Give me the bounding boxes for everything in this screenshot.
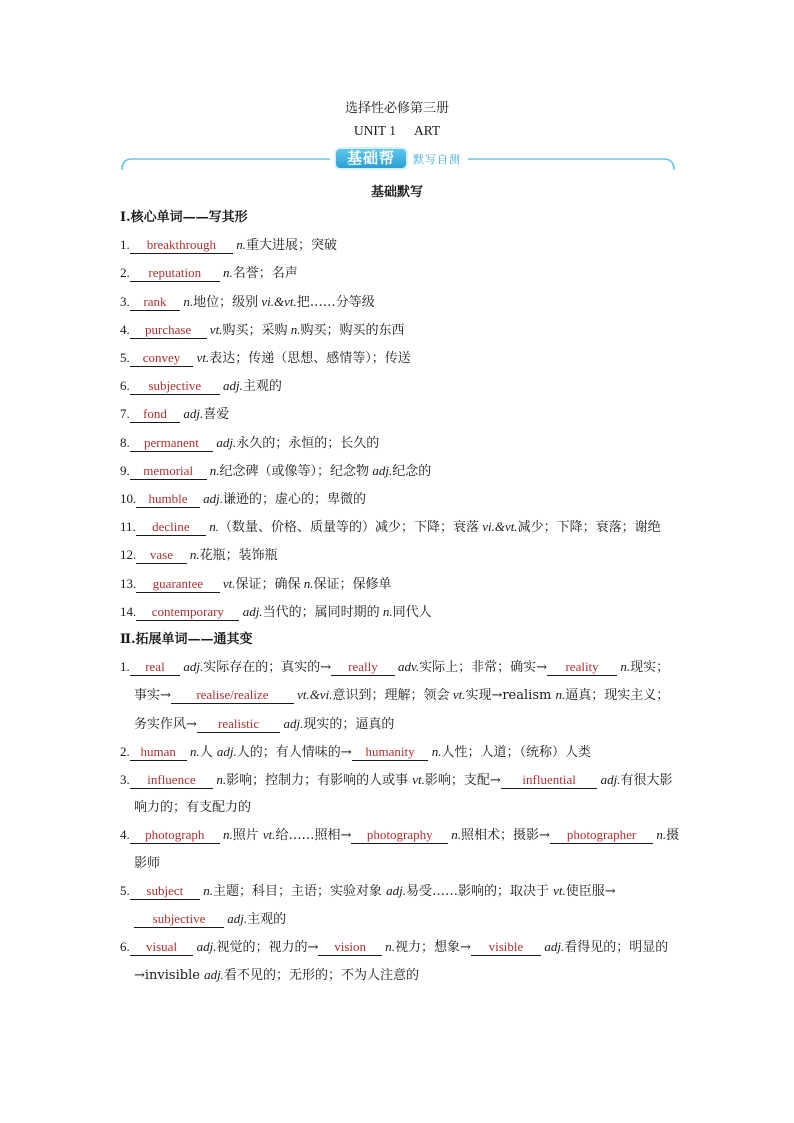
part-of-speech: adj. <box>219 378 243 394</box>
exercise-content <box>120 204 680 990</box>
definition: 花瓶；装饰瓶 <box>199 548 278 564</box>
word-family-item <box>120 738 680 766</box>
vocab-item <box>120 316 680 344</box>
part-of-speech: n. <box>205 519 219 535</box>
section-title: 基础默写 <box>370 185 423 200</box>
part-of-speech: n. <box>186 547 200 563</box>
answer-blank: visible <box>471 938 541 956</box>
part1-heading: Ⅰ.核心单词——写其形 <box>120 210 248 225</box>
part-of-speech: n. <box>617 659 631 675</box>
part-of-speech: vi.&vt. <box>478 519 518 535</box>
answer-blank: photographer <box>550 826 653 844</box>
definition: 喜爱 <box>203 407 230 423</box>
part-of-speech: adj. <box>239 603 263 619</box>
answer-blank: subject <box>130 882 200 900</box>
vocab-item <box>120 513 680 541</box>
part2-heading: Ⅱ.拓展单词——通其变 <box>120 632 253 648</box>
answer-blank: rank <box>130 293 180 311</box>
definition: 视觉的；视力的→ <box>216 940 319 956</box>
item-number: 8. <box>120 434 130 450</box>
part-of-speech: n. <box>653 827 667 843</box>
part-of-speech: n. <box>180 293 194 309</box>
answer-blank: vision <box>318 938 382 956</box>
item-number: 13. <box>120 575 137 591</box>
part-of-speech: n. <box>300 575 314 591</box>
definition: 谦逊的；虚心的；卑微的 <box>222 492 366 508</box>
definition: 使臣服→ <box>565 883 616 899</box>
definition: 照片 <box>232 828 263 844</box>
definition: 有很大影响力的；有支配力的 <box>134 773 673 816</box>
item-number: 5. <box>120 882 130 898</box>
answer-blank: permanent <box>130 434 213 452</box>
word-family-item <box>120 877 680 933</box>
answer-blank: realise/realize <box>171 686 294 704</box>
part-of-speech: n. <box>287 321 301 337</box>
part-of-speech: adj. <box>280 715 304 731</box>
definition: 视力；想象→ <box>394 940 471 956</box>
answer-blank: really <box>331 658 395 676</box>
part-of-speech: vt. <box>262 827 276 843</box>
definition: 现实；事实→ <box>134 660 670 704</box>
definition: 实际存在的；真实的→ <box>203 660 332 676</box>
part-of-speech: adv. <box>394 659 420 675</box>
answer-blank: purchase <box>130 321 207 339</box>
part-of-speech: n. <box>232 237 246 253</box>
item-number: 11. <box>120 519 136 535</box>
item-number: 3. <box>120 772 130 788</box>
definition: 保证；保修单 <box>313 576 392 592</box>
part-of-speech: vt. <box>219 575 236 591</box>
answer-blank: photography <box>351 826 448 844</box>
definition: 逼真；现实主义；务实作风→ <box>134 688 670 732</box>
definition: 当代的；属同时期的 <box>262 604 380 620</box>
definition: 购买；购买的东西 <box>300 322 405 338</box>
definition: 看不见的；无形的；不为人注意的 <box>223 968 419 984</box>
part-of-speech: n. <box>555 687 566 703</box>
vocab-item <box>120 344 680 372</box>
definition: 减少；下降；衰落；谢绝 <box>517 520 661 536</box>
answer-blank: visual <box>130 938 194 956</box>
part-of-speech: adj. <box>386 882 406 898</box>
definition: 人 <box>199 744 217 760</box>
answer-blank: humble <box>136 490 200 508</box>
part-of-speech: adj. <box>193 939 217 955</box>
item-number: 2. <box>120 743 130 759</box>
part-of-speech: adj. <box>180 659 204 675</box>
answer-blank: decline <box>136 518 206 536</box>
item-number: 5. <box>120 350 130 366</box>
definition: 实现→realism <box>465 688 556 704</box>
answer-blank: reality <box>547 658 617 676</box>
item-number: 7. <box>120 406 130 422</box>
part-of-speech: n. <box>186 743 200 759</box>
part-of-speech: adj. <box>597 772 621 788</box>
unit-title <box>0 123 794 139</box>
definition: 同代人 <box>392 604 432 620</box>
vocab-item <box>120 231 680 259</box>
answer-blank: photograph <box>130 826 220 844</box>
word-family-item <box>120 821 680 876</box>
definition: 人性；人道；（统称）人类 <box>441 744 591 760</box>
answer-blank: convey <box>130 349 194 367</box>
definition: 看得见的；明显的→invisible <box>134 940 669 984</box>
part-of-speech: adj. <box>213 434 237 450</box>
item-number: 6. <box>120 939 130 955</box>
answer-blank: breakthrough <box>130 236 233 254</box>
part-of-speech: n. <box>379 603 393 619</box>
definition: 给……照相→ <box>275 828 352 844</box>
item-number: 14. <box>120 603 137 619</box>
definition: 地位；级别 <box>193 294 259 310</box>
part-of-speech: adj. <box>199 491 223 507</box>
word-family-item <box>120 766 680 821</box>
vocab-item <box>120 457 680 485</box>
part-of-speech: n. <box>219 827 233 843</box>
part1-list <box>120 231 680 626</box>
part-of-speech: vt. <box>412 772 425 788</box>
definition: 购买；采购 <box>222 322 288 338</box>
answer-blank: real <box>130 658 180 676</box>
item-number: 6. <box>120 378 130 394</box>
definition: 实际上；非常；确实→ <box>419 660 547 676</box>
section-banner <box>118 146 678 172</box>
answer-blank: fond <box>130 405 180 423</box>
part-of-speech: n. <box>448 827 462 843</box>
part2-list <box>120 653 680 989</box>
definition: 纪念碑（或像等）；纪念物 <box>219 463 370 479</box>
item-number: 2. <box>120 265 130 281</box>
answer-blank: vase <box>136 546 186 564</box>
definition: 现实的；逼真的 <box>303 716 395 732</box>
definition: 把……分等级 <box>296 294 375 310</box>
answer-blank: influence <box>130 771 213 789</box>
part-of-speech: adj. <box>541 939 565 955</box>
definition: 影响；支配→ <box>424 773 501 789</box>
definition: 纪念的 <box>392 463 432 479</box>
part-of-speech: adj. <box>216 743 237 759</box>
definition: 主题；科目；主语；实验对象 <box>212 883 387 899</box>
definition: 照相术；摄影→ <box>461 828 550 844</box>
item-number: 10. <box>120 491 137 507</box>
word-family-item <box>120 933 680 989</box>
part-of-speech: n. <box>199 882 213 898</box>
part-of-speech: vt. <box>449 687 466 703</box>
answer-blank: human <box>130 743 187 761</box>
unit-name: ART <box>413 123 441 138</box>
vocab-item <box>120 429 680 457</box>
part-of-speech: vt. <box>193 350 210 366</box>
item-number: 12. <box>120 547 137 563</box>
vocab-item <box>120 372 680 400</box>
item-number: 1. <box>120 237 130 253</box>
part-of-speech: n. <box>213 772 227 788</box>
definition: 永久的；永恒的；长久的 <box>236 435 380 451</box>
part-of-speech: vi.&vt. <box>258 293 297 309</box>
item-number: 4. <box>120 827 130 843</box>
part-of-speech: vt. <box>553 882 566 898</box>
answer-blank: subjective <box>134 910 224 928</box>
answer-blank: subjective <box>130 377 220 395</box>
answer-blank: influential <box>501 771 598 789</box>
definition: （数量、价格、质量等的）减少；下降；衰落 <box>218 520 479 536</box>
answer-blank: humanity <box>352 743 429 761</box>
word-family-item <box>120 653 680 738</box>
part-of-speech: vt. <box>206 321 223 337</box>
answer-blank: contemporary <box>136 603 239 621</box>
vocab-item <box>120 541 680 569</box>
vocab-item <box>120 259 680 287</box>
part-of-speech: n. <box>206 462 220 478</box>
definition: 人的；有人情味的→ <box>236 744 352 760</box>
item-number: 3. <box>120 293 130 309</box>
vocab-item <box>120 400 680 428</box>
part-of-speech: adj. <box>224 911 248 927</box>
definition: 易受……影响的；取决于 <box>405 883 554 899</box>
answer-blank: realistic <box>197 715 280 733</box>
definition: 影响；控制力；有影响的人或事 <box>226 773 413 789</box>
banner-tag: 基础帮 <box>336 149 406 168</box>
book-title: 选择性必修第三册 <box>344 101 449 116</box>
vocab-item <box>120 570 680 598</box>
part-of-speech: adj. <box>369 462 393 478</box>
item-number: 9. <box>120 462 130 478</box>
definition: 主观的 <box>242 379 282 395</box>
answer-blank: memorial <box>130 462 207 480</box>
unit-label: UNIT 1 <box>353 123 396 138</box>
definition: 摄影师 <box>134 828 680 871</box>
definition: 重大进展；突破 <box>245 238 337 254</box>
part-of-speech: n. <box>219 265 233 281</box>
part-of-speech: adj. <box>204 967 224 983</box>
item-number: 1. <box>120 659 130 675</box>
definition: 意识到；理解；领会 <box>332 688 450 704</box>
part-of-speech: adj. <box>180 406 204 422</box>
part-of-speech: n. <box>428 743 442 759</box>
vocab-item <box>120 598 680 626</box>
banner-subtitle: 默写自测 <box>413 153 461 166</box>
answer-blank: guarantee <box>136 575 219 593</box>
part-of-speech: vt.&vi. <box>293 687 333 703</box>
vocab-item <box>120 288 680 316</box>
part-of-speech: n. <box>381 939 395 955</box>
item-number: 4. <box>120 321 130 337</box>
definition: 保证；确保 <box>235 576 301 592</box>
vocab-item <box>120 485 680 513</box>
definition: 主观的 <box>247 912 287 928</box>
definition: 表达；传递（思想、感情等）；传送 <box>209 351 411 367</box>
definition: 名誉；名声 <box>232 266 298 282</box>
answer-blank: reputation <box>130 264 220 282</box>
